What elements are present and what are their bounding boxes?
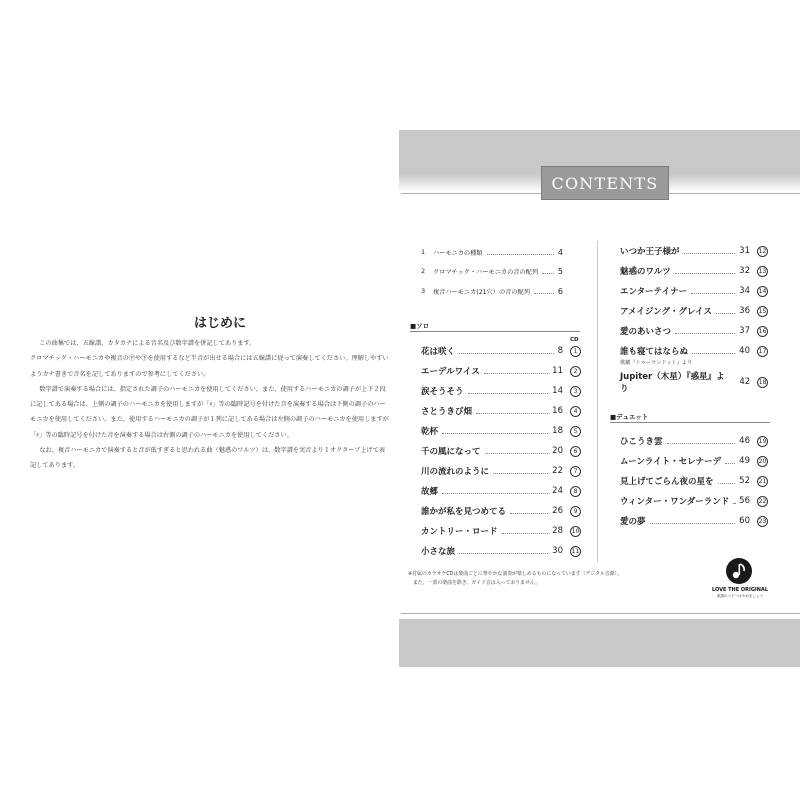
toc-number: 2 bbox=[421, 267, 426, 275]
toc-item-solo[interactable] bbox=[421, 464, 581, 478]
toc-title: 乾杯 bbox=[421, 427, 439, 437]
toc-title: さとうきび畑 bbox=[421, 407, 473, 417]
toc-item-solo[interactable] bbox=[421, 484, 581, 498]
toc-item-duet[interactable] bbox=[620, 454, 768, 468]
cd-track-badge: 19 bbox=[758, 437, 767, 445]
leader-dots bbox=[725, 463, 735, 464]
toc-number: 3 bbox=[421, 287, 426, 295]
leader-dots bbox=[442, 493, 548, 494]
toc-item-intro[interactable] bbox=[421, 284, 563, 298]
intro-paragraph: クロマチック・ハーモニカや複音の㊦や㊦を使用するなど半音が出せる場合には五線譜に従って演奏してください。理解しやすいようカナ書きで音名を記してありますので参考にしてください。 bbox=[30, 355, 389, 378]
toc-page: 42 bbox=[739, 377, 751, 387]
toc-item-solo[interactable] bbox=[421, 384, 581, 398]
toc-item-solo[interactable] bbox=[620, 264, 768, 278]
leader-dots bbox=[667, 443, 736, 444]
leader-dots bbox=[485, 453, 549, 454]
toc-page: 4 bbox=[557, 247, 563, 257]
toc-item-duet[interactable] bbox=[620, 434, 768, 448]
toc-page: 26 bbox=[552, 506, 563, 516]
toc-number: 1 bbox=[421, 248, 426, 256]
intro-paragraph: この曲集では、五線譜、カタカナによる音名及び数字譜を併記してあります。 bbox=[39, 340, 256, 347]
toc-item-solo[interactable] bbox=[620, 324, 768, 338]
toc-item-intro[interactable] bbox=[421, 245, 563, 259]
cd-track-badge: 1 bbox=[570, 346, 581, 357]
leader-dots bbox=[650, 523, 736, 524]
toc-item-solo[interactable] bbox=[620, 344, 768, 358]
toc-page: 31 bbox=[739, 246, 750, 256]
toc-item-solo[interactable] bbox=[620, 372, 768, 394]
toc-item-solo[interactable] bbox=[421, 364, 581, 378]
toc-page: 20 bbox=[552, 446, 563, 456]
cd-track-badge: 11 bbox=[571, 547, 580, 555]
footer-band bbox=[399, 619, 800, 667]
cd-track-badge: 9 bbox=[570, 506, 581, 517]
toc-title: いつか王子様が bbox=[620, 247, 680, 257]
cd-track-badge: 4 bbox=[570, 406, 581, 417]
toc-item-solo[interactable] bbox=[421, 504, 581, 518]
leader-dots bbox=[502, 533, 549, 534]
toc-page: 32 bbox=[739, 266, 750, 276]
toc-title: クロマチック・ハーモニカの音の配列 bbox=[433, 268, 539, 276]
toc-item-solo[interactable] bbox=[421, 404, 581, 418]
intro-paragraph: 数字譜で演奏する場合には、指定された調子のハーモニカを使用してください。また、使用するハーモニカの調子が上下２段に記してある場合は、上側の調子のハーモニカを使用しますが「♯」等の臨時記号を付けた音を演奏する場合は下側の調子のハーモニカを使用してください。また、使用するハーモニカの調子が１列に記してある場合は左側の調子のハーモニカを使用しますが「♯」等の臨時記号を付けた音を演奏する場合は右側の調子のハーモニカを使用してください。 bbox=[30, 385, 389, 439]
toc-page: 5 bbox=[557, 266, 563, 276]
toc-item-intro[interactable] bbox=[421, 264, 563, 278]
cd-track-badge: 5 bbox=[570, 426, 581, 437]
toc-page: 24 bbox=[552, 486, 563, 496]
cd-track-badge: 14 bbox=[758, 287, 767, 295]
leader-dots bbox=[716, 313, 735, 314]
leader-dots bbox=[691, 293, 735, 294]
toc-title: 誰かが私を見つめてる bbox=[421, 507, 507, 517]
cd-track-badge: 17 bbox=[758, 347, 767, 355]
toc-title: 千の風になって bbox=[421, 447, 481, 457]
toc-page: 6 bbox=[557, 286, 563, 296]
toc-item-solo[interactable] bbox=[620, 304, 768, 318]
column-divider bbox=[597, 241, 598, 562]
contents-banner: CONTENTS bbox=[541, 166, 669, 200]
toc-subtitle: 歌劇『トゥーランドット』より bbox=[620, 360, 693, 366]
toc-title: 複音ハーモニカ(21穴）の音の配列 bbox=[433, 288, 530, 296]
toc-title: 花は咲く bbox=[421, 347, 456, 357]
toc-page: 22 bbox=[552, 466, 563, 476]
cd-track-badge: 21 bbox=[758, 477, 767, 485]
footnote-line: ※付属のカラオケCDは楽曲ごとに華やかな演奏が楽しめるものになっています（デジタル音源）。 bbox=[408, 571, 622, 577]
toc-page: 28 bbox=[552, 526, 563, 536]
toc-title: カントリー・ロード bbox=[421, 527, 498, 537]
section-solo-label: ■ソロ bbox=[410, 322, 430, 330]
toc-title: 小さな旅 bbox=[421, 547, 456, 557]
toc-title: 故郷 bbox=[421, 487, 439, 497]
leader-dots bbox=[684, 253, 736, 254]
toc-title: エーデルワイス bbox=[421, 367, 480, 377]
toc-page: 30 bbox=[552, 546, 563, 556]
toc-title: ハーモニカの種類 bbox=[433, 249, 483, 257]
toc-title: 見上げてごらん夜の星を bbox=[620, 477, 714, 487]
toc-title: ひこうき雲 bbox=[620, 437, 663, 447]
toc-title: 魅惑のワルツ bbox=[620, 267, 671, 277]
toc-item-duet[interactable] bbox=[620, 514, 768, 528]
toc-page: 14 bbox=[552, 386, 563, 396]
toc-page: 36 bbox=[739, 306, 750, 316]
leader-dots bbox=[484, 373, 548, 374]
toc-page: 56 bbox=[739, 496, 750, 506]
toc-title: ウィンター・ワンダーランド bbox=[620, 497, 730, 507]
intro-paragraph: なお、複音ハーモニカで演奏すると音が低すぎると思われる曲（魅惑のワルツ）は、数字譜を実音より１オクターブ上げて表記してあります。 bbox=[30, 447, 386, 470]
cd-track-badge: 8 bbox=[570, 486, 581, 497]
toc-page: 46 bbox=[739, 436, 750, 446]
cd-track-badge: 7 bbox=[570, 466, 581, 477]
toc-page: 37 bbox=[739, 326, 750, 336]
leader-dots bbox=[733, 503, 735, 504]
toc-page: 16 bbox=[552, 406, 563, 416]
toc-item-solo[interactable] bbox=[620, 244, 768, 258]
cd-track-badge: 13 bbox=[758, 267, 767, 275]
toc-title: 川の流れのように bbox=[421, 467, 490, 477]
logo-text: LOVE THE ORIGINAL bbox=[711, 587, 769, 593]
logo-subtext: 楽譜のコピーはやめましょう bbox=[716, 594, 764, 598]
leader-dots bbox=[510, 513, 548, 514]
toc-item-solo[interactable] bbox=[421, 524, 581, 538]
leader-dots bbox=[459, 353, 554, 354]
section-duet-label: ■デュエット bbox=[610, 413, 649, 421]
toc-page: 34 bbox=[739, 286, 750, 296]
toc-item-solo[interactable] bbox=[421, 344, 581, 358]
cd-track-badge: 12 bbox=[758, 247, 767, 255]
section-solo-rule bbox=[410, 331, 580, 332]
intro-title: はじめに bbox=[193, 316, 246, 331]
leader-dots bbox=[718, 483, 736, 484]
footer-rule bbox=[401, 613, 800, 614]
section-duet-rule bbox=[610, 422, 770, 423]
toc-item-duet[interactable] bbox=[620, 494, 768, 508]
cd-track-badge: 16 bbox=[758, 327, 767, 335]
leader-dots bbox=[493, 473, 548, 474]
leader-dots bbox=[534, 293, 554, 294]
toc-page: 11 bbox=[552, 366, 563, 376]
toc-item-solo[interactable] bbox=[421, 544, 581, 558]
leader-dots bbox=[476, 413, 548, 414]
toc-title: アメイジング・グレイス bbox=[620, 307, 712, 317]
cd-track-badge: 2 bbox=[570, 366, 581, 377]
footnote bbox=[408, 570, 698, 588]
toc-title: 愛の夢 bbox=[620, 517, 646, 527]
toc-item-solo[interactable] bbox=[421, 424, 581, 438]
leader-dots bbox=[675, 333, 735, 334]
toc-page: 18 bbox=[552, 426, 563, 436]
toc-title: 涙そうそう bbox=[421, 387, 464, 397]
toc-title: エンターテイナー bbox=[620, 287, 688, 297]
cd-track-badge: 6 bbox=[570, 446, 581, 457]
cd-track-badge: 23 bbox=[758, 517, 767, 525]
leader-dots bbox=[487, 254, 554, 255]
toc-title: 誰も寝てはならぬ bbox=[620, 347, 689, 357]
toc-item-solo[interactable] bbox=[421, 444, 581, 458]
toc-title: ムーンライト・セレナーデ bbox=[620, 457, 722, 467]
leader-dots bbox=[675, 273, 735, 274]
toc-page: 40 bbox=[739, 346, 750, 356]
toc-item-solo[interactable] bbox=[620, 284, 768, 298]
cd-track-badge: 18 bbox=[758, 378, 767, 386]
toc-item-duet[interactable] bbox=[620, 474, 768, 488]
leader-dots bbox=[442, 433, 548, 434]
leader-dots bbox=[459, 553, 548, 554]
toc-title: 愛のあいさつ bbox=[620, 327, 672, 337]
intro-body bbox=[30, 336, 390, 474]
toc-page: 52 bbox=[739, 476, 750, 486]
toc-page: 49 bbox=[739, 456, 750, 466]
toc-page: 60 bbox=[739, 516, 750, 526]
cd-track-badge: 22 bbox=[758, 497, 767, 505]
music-note-icon bbox=[726, 558, 752, 584]
cd-track-badge: 10 bbox=[571, 527, 580, 535]
cd-column-label: CD bbox=[570, 337, 579, 343]
cd-track-badge: 15 bbox=[758, 307, 767, 315]
leader-dots bbox=[542, 273, 554, 274]
toc-page: 8 bbox=[557, 346, 563, 356]
love-the-original-logo-icon bbox=[726, 558, 752, 584]
leader-dots bbox=[692, 353, 735, 354]
leader-dots bbox=[468, 393, 549, 394]
cd-track-badge: 20 bbox=[758, 457, 767, 465]
cd-track-badge: 3 bbox=[570, 386, 581, 397]
toc-title: Jupiter（木星）『惑星』より bbox=[620, 372, 725, 394]
footnote-line: また、一部の楽曲を除き、ガイド音は入っておりません。 bbox=[408, 580, 540, 586]
